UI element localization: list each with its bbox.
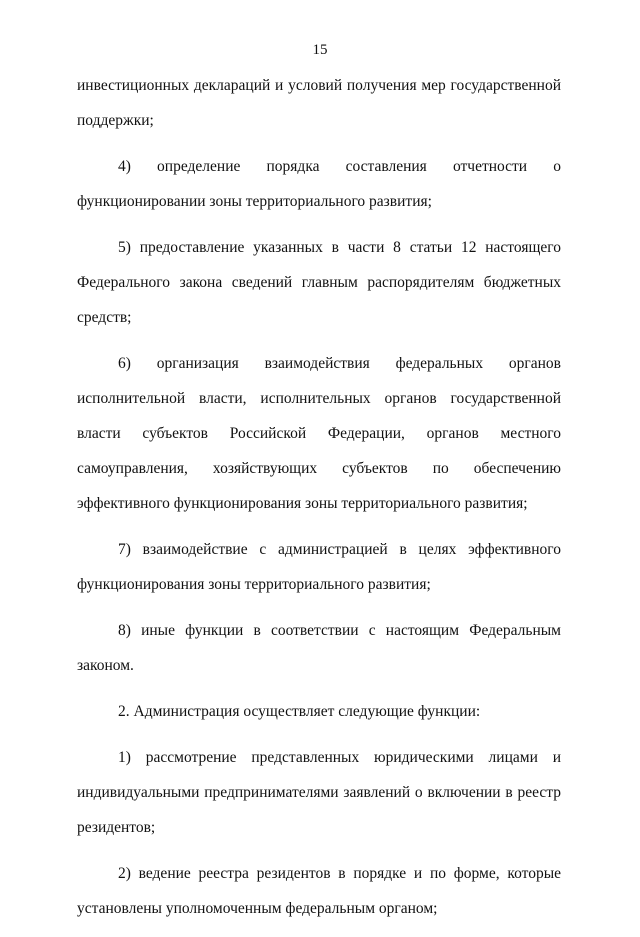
paragraph-item-8: 8) иные функции в соответствии с настоящим Федеральным законом. (77, 622, 561, 674)
document-body (77, 68, 561, 937)
paragraph-section-2: 2. Администрация осуществляет следующие функции: (118, 703, 481, 720)
paragraph-item-4: 4) определение порядка составления отчетности о функционировании зоны территориального развития; (77, 158, 561, 210)
paragraph-item-7: 7) взаимодействие с администрацией в целях эффективного функционирования зоны территориального развития; (77, 541, 561, 593)
paragraph-item-5: 5) предоставление указанных в части 8 статьи 12 настоящего Федерального закона сведений главным распорядителям бюджетных средств; (77, 239, 561, 326)
paragraph-continuation: инвестиционных деклараций и условий получения мер государственной поддержки; (77, 77, 561, 129)
paragraph-section-2-item-2: 2) ведение реестра резидентов в порядке и по форме, которые установлены уполномоченным федеральным органом; (77, 865, 561, 917)
paragraph-item-6: 6) организация взаимодействия федеральных органов исполнительной власти, исполнительных органов государственной власти субъектов Российской Федерации, органов местного самоуправления, хозяйствующих субъектов по обеспечению эффективного функционирования зоны территориального развития; (77, 355, 561, 512)
paragraph-section-2-item-1: 1) рассмотрение представленных юридическими лицами и индивидуальными предпринимателями заявлений о включении в реестр резидентов; (77, 749, 561, 836)
page-number: 15 (312, 42, 328, 58)
